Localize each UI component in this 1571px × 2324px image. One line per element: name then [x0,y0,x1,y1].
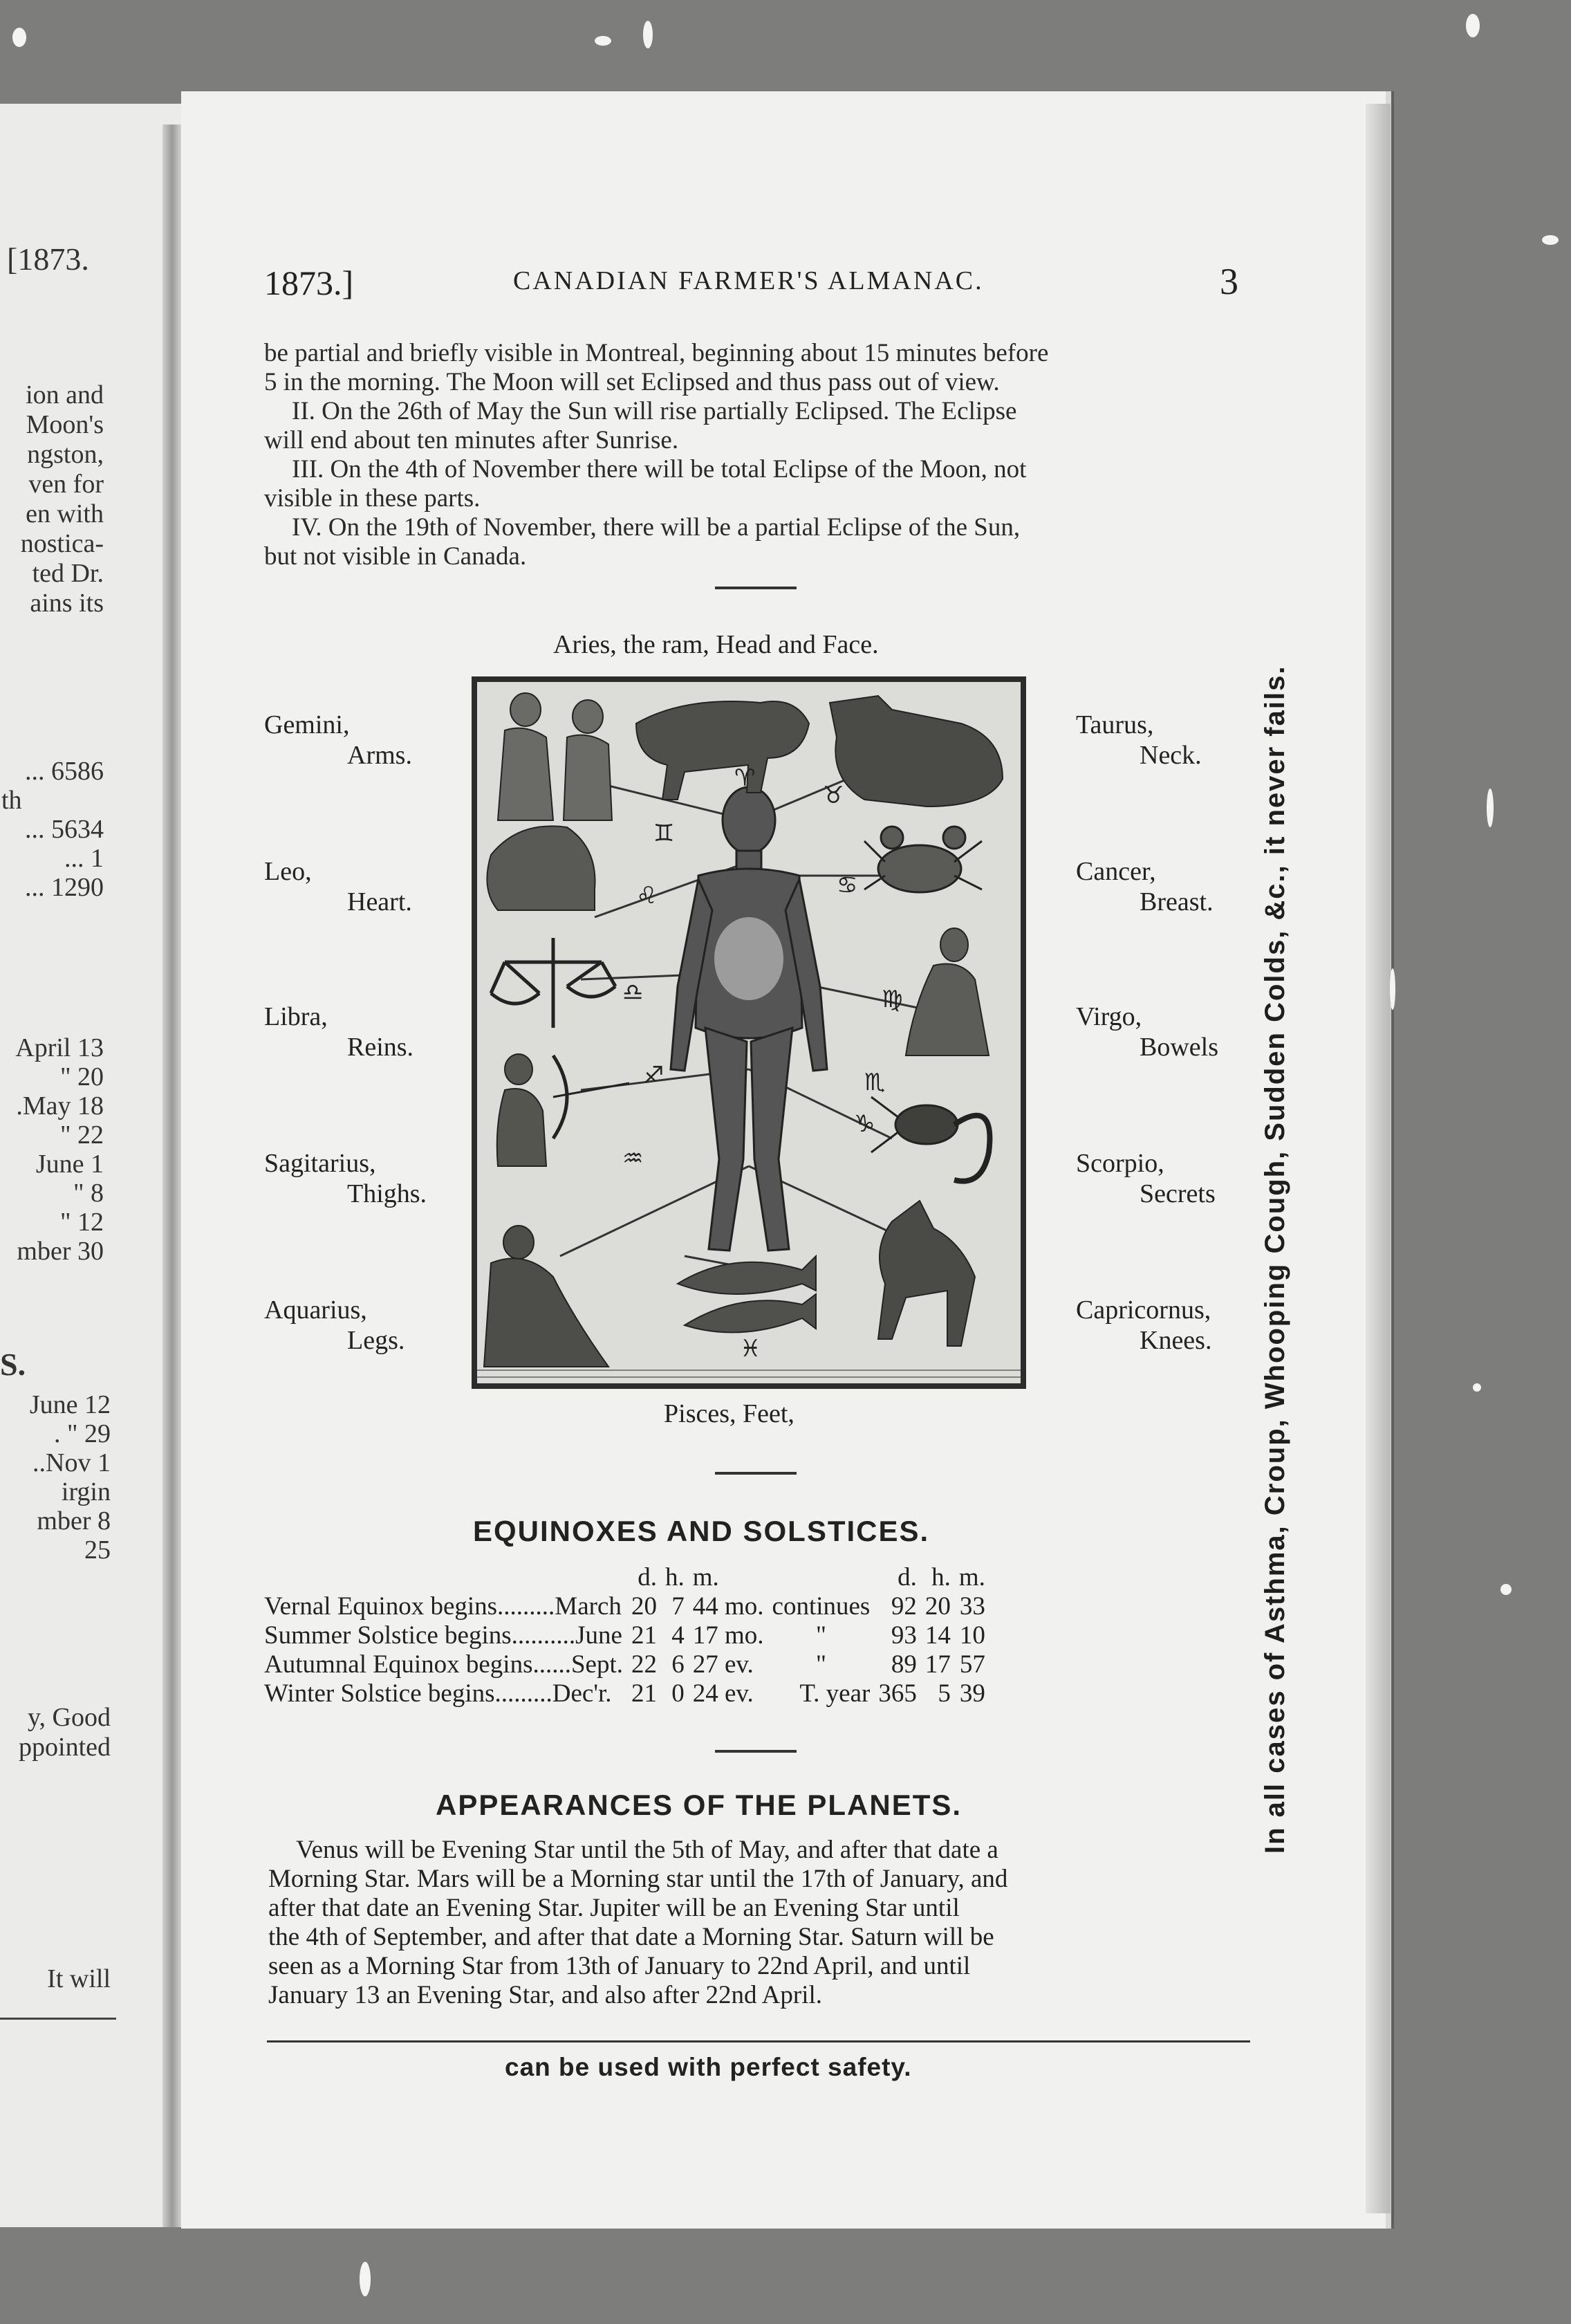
zodiac-man-illustration [472,676,1026,1389]
eclipse-line: IV. On the 19th of November, there will be a partial Eclipse of the Sun, [292,513,1021,542]
header-year: 1873.] [264,264,354,302]
glyph-libra: ♎ [622,979,644,1006]
planets-line: the 4th of September, and after that date a Morning Star. Saturn will be [268,1923,994,1951]
label-leo: Leo, Heart. [264,857,412,916]
label-scorpio: Scorpio, Secrets [1076,1149,1216,1208]
glyph-scorpio: ♏ [864,1069,886,1096]
label-virgo: Virgo, Bowels [1076,1002,1218,1062]
eclipse-line: II. On the 26th of May the Sun will rise partially Eclipsed. The Eclipse [292,397,1017,425]
planets-line: seen as a Morning Star from 13th of January to 22nd April, and until [268,1952,971,1980]
facing-page-heading: S. [0,1347,26,1382]
facing-page-text: ion and Moon's ngston, ven for en with nostica- ted Dr. ains its [20,380,104,618]
facing-page-year: [1873. [7,241,89,277]
footer-rule [267,2040,1250,2042]
planets-line: January 13 an Evening Star, and also after 22nd April. [268,1981,823,2009]
planets-line: Morning Star. Mars will be a Morning star until the 17th of January, and [268,1865,1008,1893]
label-aquarius: Aquarius, Legs. [264,1295,405,1355]
dust-speck [12,28,26,47]
planets-line: after that date an Evening Star. Jupiter will be an Evening Star until [268,1894,960,1922]
eclipse-line: 5 in the morning. The Moon will set Eclipsed and thus pass out of view. [264,368,1000,396]
glyph-leo: ♌ [636,882,658,910]
eclipse-line: visible in these parts. [264,484,481,513]
dust-speck [1390,968,1395,1010]
facing-page-dates: April 13 " 20 .May 18 " 22 June 1 " 8 " 12 mber 30 [15,1033,104,1266]
eclipse-line: be partial and briefly visible in Montreal, beginning about 15 minutes before [264,339,1049,367]
equinoxes-title: EQUINOXES AND SOLSTICES. [473,1515,930,1547]
glyph-capricorn: ♑ [854,1110,875,1138]
zodiac-top-caption: Aries, the ram, Head and Face. [553,630,879,659]
label-sagitarius: Sagitarius, Thighs. [264,1149,427,1208]
page-number: 3 [1220,261,1238,302]
table-row: Vernal Equinox begins.........March 20 7 44 mo. continues 92 20 33 [264,1592,985,1621]
label-cancer: Cancer, Breast. [1076,857,1214,916]
eclipse-line: will end about ten minutes after Sunrise. [264,426,679,454]
planets-line: Venus will be Evening Star until the 5th of May, and after that date a [296,1836,998,1864]
label-gemini: Gemini, Arms. [264,710,412,770]
glyph-taurus: ♉ [823,782,844,809]
section-divider [715,1472,797,1475]
label-capricornus: Capricornus, Knees. [1076,1295,1212,1355]
dust-speck [643,21,653,48]
label-libra: Libra, Reins. [264,1002,414,1062]
eclipse-line: III. On the 4th of November there will be total Eclipse of the Moon, not [292,455,1027,483]
section-divider [715,587,797,589]
table-header-row: d. h. m. d. h. m. [638,1563,985,1592]
dust-speck [1542,235,1559,245]
glyph-cancer: ♋ [837,872,858,899]
dust-speck [360,2262,371,2296]
facing-page-dates-2: June 12 . " 29 ..Nov 1 irgin mber 8 25 [29,1390,111,1565]
glyph-sagittarius: ♐ [643,1062,664,1089]
planets-title: APPEARANCES OF THE PLANETS. [436,1789,963,1821]
header-title: CANADIAN FARMER'S ALMANAC. [513,266,984,295]
dust-speck [1473,1383,1481,1392]
dust-speck [1466,14,1480,37]
facing-page-rule [0,2018,116,2020]
eclipse-text [264,339,1246,571]
glyph-aquarius: ♒ [622,1145,644,1172]
table-row: Autumnal Equinox begins......Sept. 22 6 27 ev. " 89 17 57 [264,1650,985,1679]
dust-speck [595,36,611,46]
glyph-virgo: ♍ [882,986,903,1013]
facing-page-text-3: It will [47,1964,111,1993]
facing-page-numbers: ... 6586 th ... 5634 ... 1 ... 1290 [1,757,104,902]
book-gutter [162,124,182,2227]
equinoxes-table [264,1563,989,1708]
footer-advert: can be used with perfect safety. [505,2053,912,2081]
glyph-aries: ♈ [734,764,756,792]
dust-speck [1500,1584,1512,1595]
page-edge [1366,104,1391,2213]
zodiac-engraving [477,682,1021,1383]
glyph-pisces: ♓ [740,1335,761,1363]
label-taurus: Taurus, Neck. [1076,710,1202,770]
table-row: Winter Solstice begins.........Dec'r. 21 0 24 ev. T. year 365 5 39 [264,1679,985,1708]
facing-page-text-2: y, Good ppointed [19,1703,111,1762]
section-divider [715,1750,797,1753]
glyph-gemini: ♊ [653,820,675,847]
planets-text [268,1836,1250,2010]
table-row: Summer Solstice begins..........June 21 4 17 mo. " 93 14 10 [264,1621,985,1650]
dust-speck [1487,788,1494,827]
side-advert: In all cases of Asthma, Croup, Whooping Cough, Sudden Colds, &c., it never fails. [1260,665,1290,1854]
eclipse-line: but not visible in Canada. [264,542,527,571]
zodiac-bottom-caption: Pisces, Feet, [664,1399,794,1428]
